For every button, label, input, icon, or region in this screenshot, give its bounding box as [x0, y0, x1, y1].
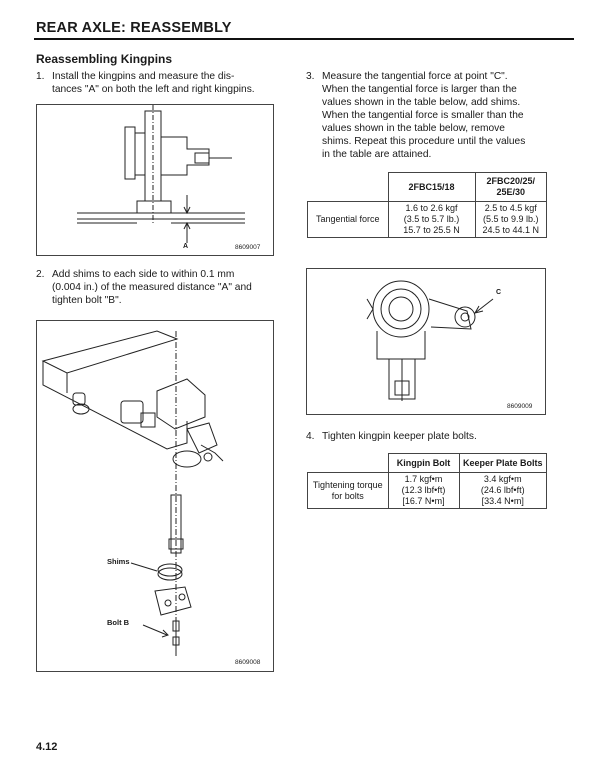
step-line: Measure the tangential force at point "C".: [322, 71, 508, 82]
step-line: (0.004 in.) of the measured distance "A" and: [52, 282, 252, 293]
step-text: [52, 70, 255, 96]
page-number: 4.12: [36, 741, 58, 753]
table-row: [308, 473, 547, 509]
axle-assembly-drawing: [37, 321, 273, 671]
cell-line: [33.4 N•m]: [481, 496, 524, 506]
label-line: Tightening torque: [312, 479, 383, 490]
step-3: [306, 70, 568, 164]
header-line: 25E/30: [496, 187, 526, 197]
row-label: [308, 473, 389, 509]
table-row: [308, 202, 547, 238]
step-line: tighten bolt "B".: [52, 295, 122, 306]
figure-code: 8609009: [507, 403, 533, 410]
step-line: values shown in the table below, add shims.: [322, 97, 521, 108]
cell-line: [16.7 N•m]: [402, 496, 445, 506]
table-header-row: [308, 173, 547, 202]
table-header-row: [308, 454, 547, 473]
table-cell: [459, 473, 547, 509]
step-number: 2.: [36, 269, 45, 280]
step-line: Add shims to each side to within 0.1 mm: [52, 269, 235, 280]
header-divider: [34, 38, 574, 40]
step-line: values shown in the table below, remove: [322, 123, 505, 134]
step-number: 1.: [36, 71, 45, 82]
step-line: Tighten kingpin keeper plate bolts.: [322, 431, 477, 442]
cell-line: 24.5 to 44.1 N: [482, 225, 540, 235]
tangential-force-table: [307, 172, 547, 238]
label-c: C: [496, 289, 502, 296]
table-header: [475, 173, 547, 202]
tangential-point-drawing: [307, 269, 545, 414]
step-line: shims. Repeat this procedure until the values: [322, 136, 526, 147]
table-cell: [388, 202, 475, 238]
cell-line: (3.5 to 5.7 lb.): [403, 214, 460, 224]
step-line: When the tangential force is larger than the: [322, 84, 517, 95]
figure-tangential-point: [306, 268, 546, 415]
step-text: [52, 268, 252, 307]
table-header: 2FBC15/18: [388, 173, 475, 202]
table-cell: [388, 473, 459, 509]
cell-line: (12.3 lbf•ft): [401, 485, 446, 495]
table-cell: [475, 202, 547, 238]
step-1: [36, 70, 286, 98]
table-corner: [308, 454, 389, 473]
cell-line: 1.7 kgf•m: [404, 474, 443, 484]
label-line: for bolts: [331, 490, 364, 501]
step-text: [322, 70, 525, 161]
step-4: [306, 430, 568, 444]
step-line: tances "A" on both the left and right kingpins.: [52, 84, 255, 95]
step-text: [322, 430, 477, 443]
cell-line: (24.6 lbf•ft): [480, 485, 525, 495]
table-corner: [308, 173, 389, 202]
step-number: 3.: [306, 71, 315, 82]
page-title: REAR AXLE: REASSEMBLY: [36, 20, 232, 36]
cell-line: 3.4 kgf•m: [483, 474, 522, 484]
kingpin-measure-drawing: [37, 105, 273, 255]
figure-code: 8609008: [235, 659, 261, 666]
figure-kingpin-measure: [36, 104, 274, 256]
table-header: Keeper Plate Bolts: [459, 454, 547, 473]
step-line: in the table are attained.: [322, 149, 432, 160]
label-bolt-b: Bolt B: [107, 618, 130, 627]
table-header: Kingpin Bolt: [388, 454, 459, 473]
figure-axle-assembly: [36, 320, 274, 672]
cell-line: 1.6 to 2.6 kgf: [405, 203, 458, 213]
cell-line: (5.5 to 9.9 lb.): [482, 214, 539, 224]
step-line: When the tangential force is smaller than the: [322, 110, 524, 121]
cell-line: 15.7 to 25.5 N: [403, 225, 460, 235]
section-title: Reassembling Kingpins: [36, 52, 173, 66]
header-line: 2FBC20/25/: [486, 176, 536, 186]
step-2: [36, 268, 286, 310]
step-number: 4.: [306, 431, 315, 442]
label-shims: Shims: [107, 557, 130, 566]
row-label: Tangential force: [308, 202, 389, 238]
step-line: Install the kingpins and measure the dis-: [52, 71, 235, 82]
label-a: A: [183, 243, 189, 250]
tightening-torque-table: [307, 453, 547, 509]
cell-line: 2.5 to 4.5 kgf: [484, 203, 537, 213]
figure-code: 8609007: [235, 244, 261, 251]
